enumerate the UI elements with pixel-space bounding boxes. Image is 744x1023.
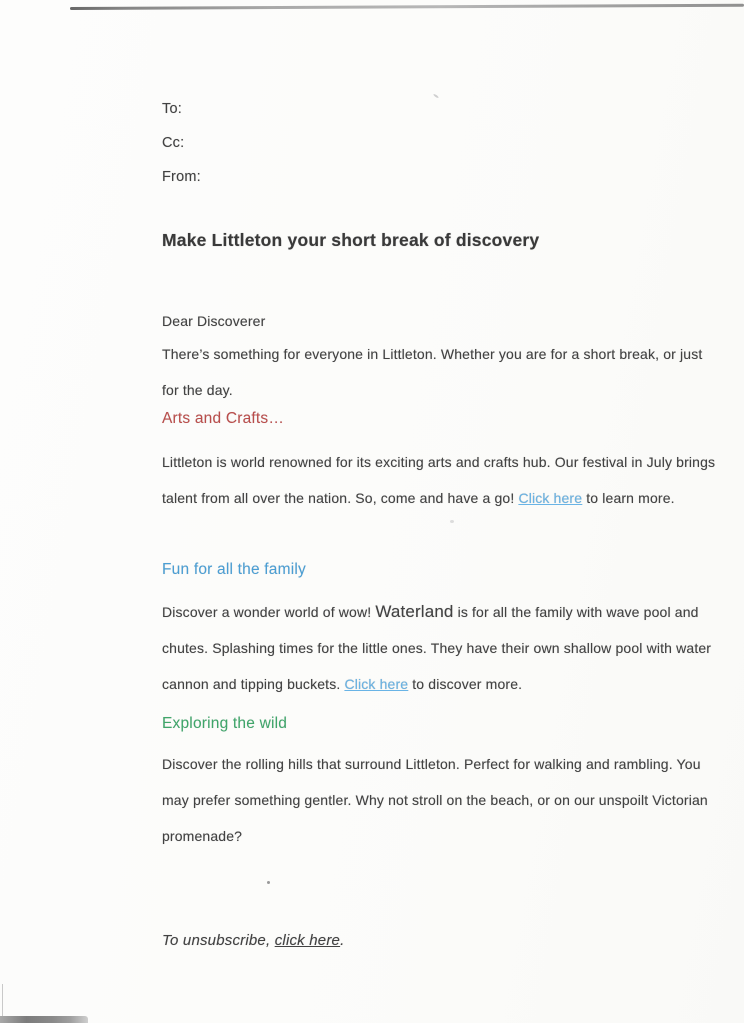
- exploring-wild-paragraph: Discover the rolling hills that surround Littleton. Perfect for walking and rambling. You may prefer something gentler. Why not stroll on the beach, or on our unspoilt Victorian promenade?: [162, 756, 708, 844]
- fun-for-family-paragraph: [162, 594, 718, 702]
- section-heading-exploring-the-wild: Exploring the wild: [162, 715, 288, 732]
- unsubscribe-line: [162, 932, 344, 949]
- arts-text-after-link: to learn more.: [582, 490, 675, 506]
- intro-paragraph: There’s something for everyone in Littleton. Whether you are for a short break, or just for the day.: [162, 346, 703, 398]
- section-heading-fun-for-all-the-family: Fun for all the family: [162, 561, 306, 578]
- unsubscribe-text-before-link: To unsubscribe,: [162, 932, 275, 949]
- fun-text-after-brand: is for all the family with wave pool and chutes. Splashing times for the little ones. They have their own shallow pool with water cannon and tipping buckets.: [162, 604, 712, 692]
- cc-field-label: Cc:: [162, 135, 185, 151]
- scan-speck: [267, 881, 270, 884]
- fun-text-after-link: to discover more.: [408, 676, 523, 692]
- arts-and-crafts-paragraph: [162, 444, 718, 516]
- scan-speck: [450, 520, 454, 523]
- scan-artifact-top-line: [70, 4, 744, 10]
- fun-text-before-brand: Discover a wonder world of wow!: [162, 604, 376, 620]
- fun-click-here-link[interactable]: Click here: [344, 676, 409, 692]
- scan-artifact-left-edge: [2, 984, 3, 1016]
- waterland-brand-name: Waterland: [375, 602, 454, 621]
- arts-click-here-link[interactable]: Click here: [518, 490, 583, 506]
- section-heading-arts-and-crafts: Arts and Crafts…: [162, 410, 285, 427]
- scan-artifact-bottom-bar: [0, 1016, 88, 1023]
- scan-speck: [433, 93, 439, 98]
- email-subject-title: Make Littleton your short break of discovery: [162, 230, 540, 250]
- unsubscribe-text-after-link: .: [340, 932, 345, 949]
- unsubscribe-link[interactable]: click here: [274, 932, 341, 949]
- to-field-label: To:: [162, 101, 182, 117]
- arts-text-before-link: Littleton is world renowned for its exciting arts and crafts hub. Our festival in July brings talent from all over the nation. So, come and have a go!: [162, 454, 716, 506]
- salutation: Dear Discoverer: [162, 313, 266, 329]
- from-field-label: From:: [162, 169, 201, 185]
